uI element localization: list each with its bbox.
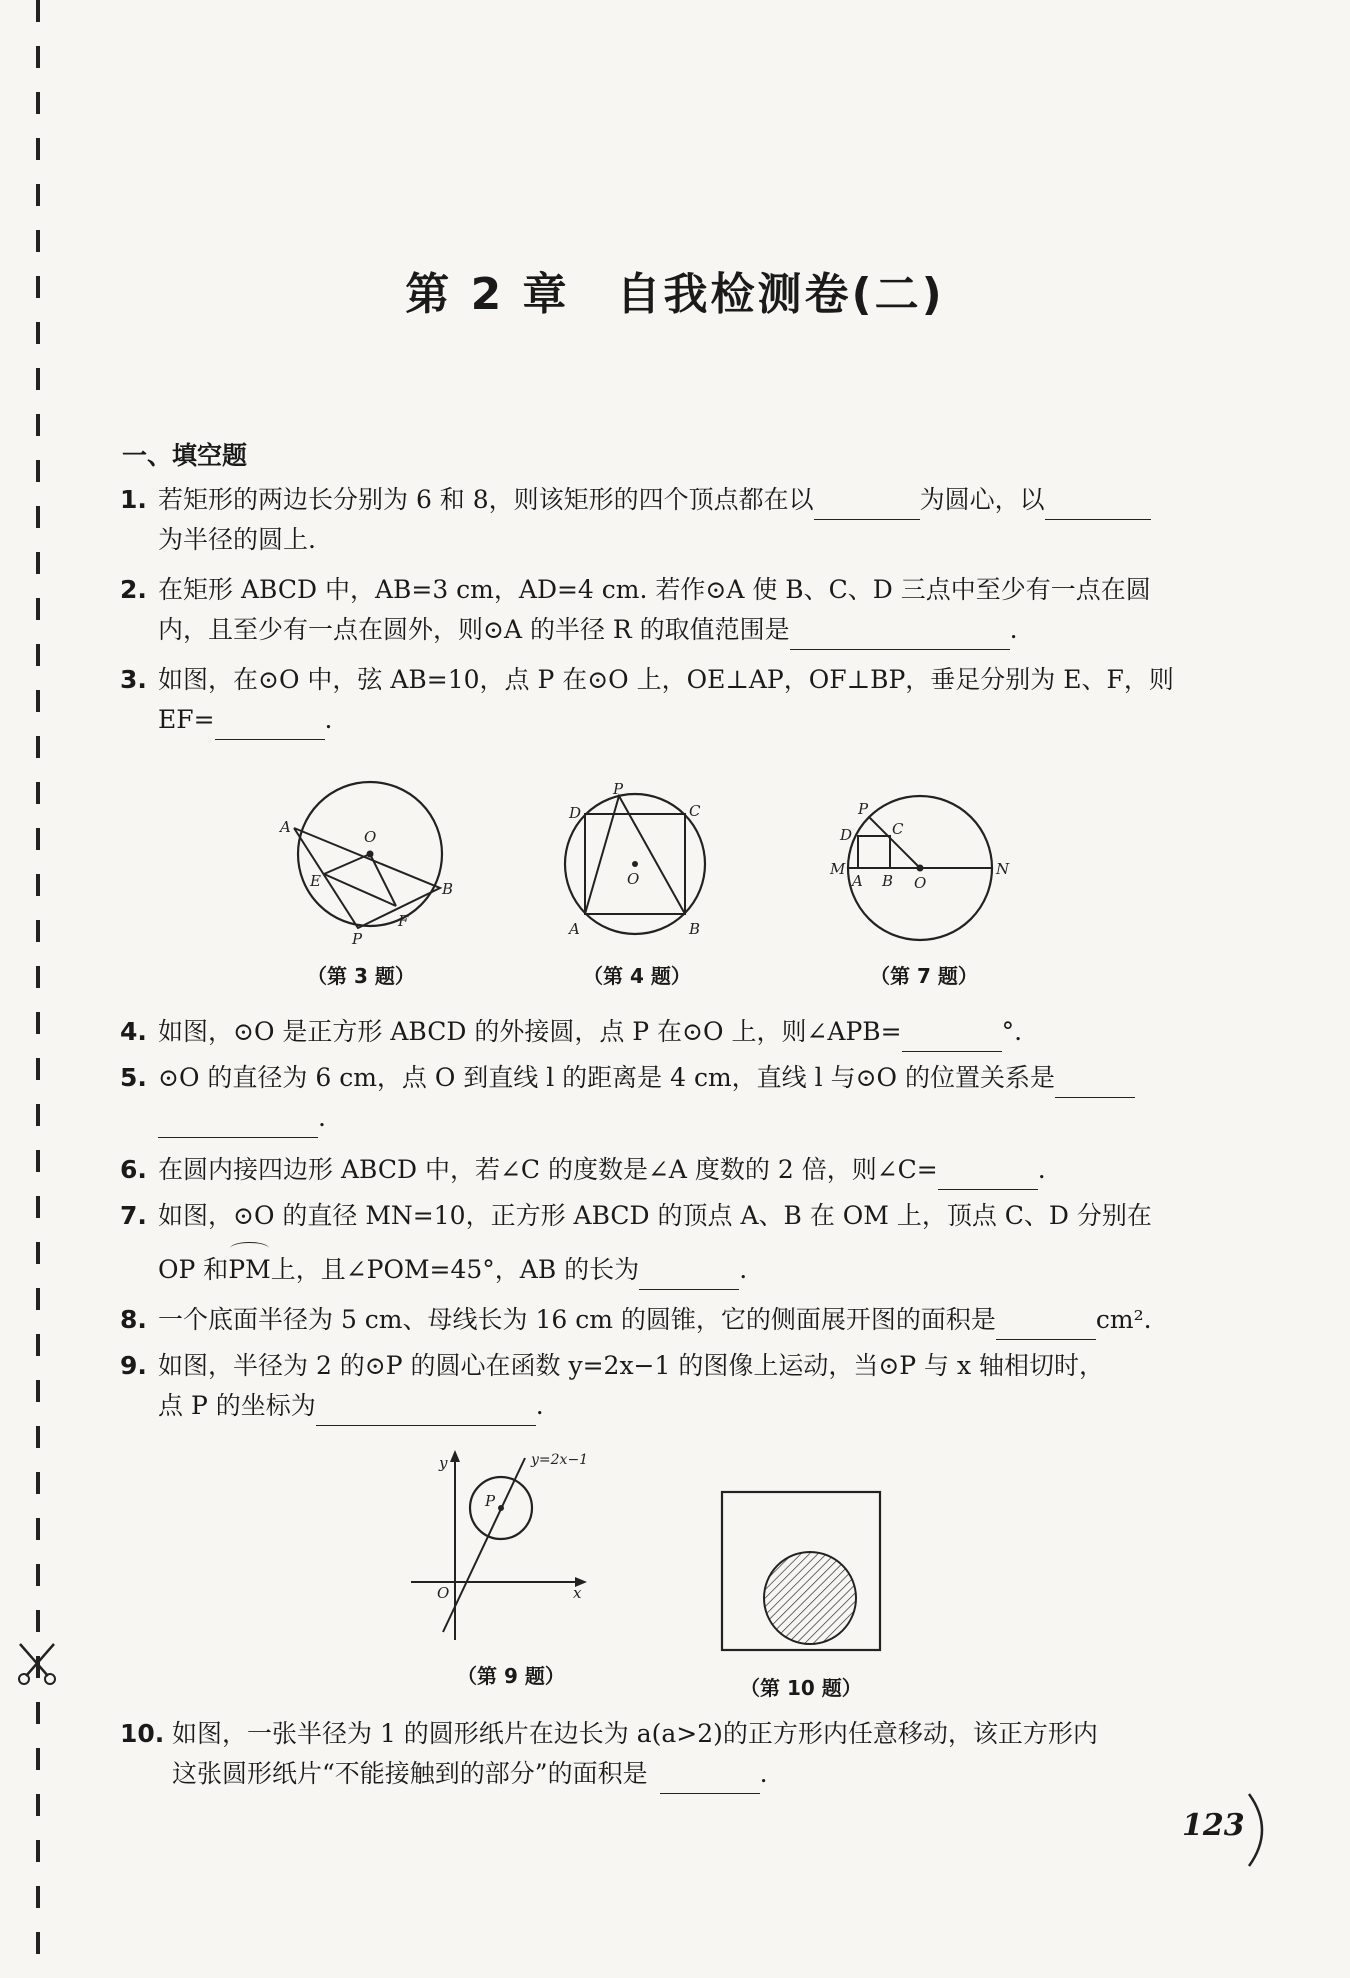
question-7: 7. 如图，⊙O 的直径 MN=10，正方形 ABCD 的顶点 A、B 在 OM 上，顶点 C、D 分别在 OP 和PM上，且∠POM=45°，AB 的长为 . — [120, 1196, 1180, 1290]
fig-label: C — [892, 820, 904, 838]
fig-label: F — [398, 912, 409, 930]
arc-pm: PM — [228, 1250, 270, 1290]
fig-label: A — [280, 818, 291, 836]
question-8: 8. 一个底面半径为 5 cm、母线长为 16 cm 的圆锥，它的侧面展开图的面积是 cm². — [120, 1300, 1180, 1340]
fig-label: O — [627, 870, 640, 888]
question-5: 5. ⊙O 的直径为 6 cm，点 O 到直线 l 的距离是 4 cm，直线 l 与⊙O 的位置关系是 . — [120, 1058, 1180, 1138]
question-number: 3. — [120, 665, 147, 694]
fig-label: A — [852, 872, 863, 890]
question-4: 4. 如图，⊙O 是正方形 ABCD 的外接圆，点 P 在⊙O 上，则∠APB= °. — [120, 1012, 1180, 1052]
fig-label: D — [569, 804, 582, 822]
answer-blank[interactable] — [158, 1107, 318, 1138]
question-6: 6. 在圆内接四边形 ABCD 中，若∠C 的度数是∠A 度数的 2 倍，则∠C= . — [120, 1150, 1180, 1190]
fig-label: M — [830, 860, 846, 878]
question-number: 7. — [120, 1201, 147, 1230]
fig-label: B — [689, 920, 701, 938]
fig-label: P — [352, 930, 363, 948]
fig-label: E — [310, 872, 321, 890]
question-number: 9. — [120, 1351, 147, 1380]
question-number: 6. — [120, 1155, 147, 1184]
fig-label: C — [689, 802, 701, 820]
answer-blank[interactable] — [814, 489, 920, 520]
figure-caption: （第 4 题） — [583, 964, 691, 988]
answer-blank[interactable] — [938, 1159, 1038, 1190]
page-bracket — [1245, 1790, 1275, 1874]
fig-label: O — [364, 828, 377, 846]
figure-caption: （第 3 题） — [307, 964, 415, 988]
question-1: 1. 若矩形的两边长分别为 6 和 8，则该矩形的四个顶点都在以 为圆心，以 为半径的圆上. — [120, 480, 1180, 560]
question-9: 9. 如图，半径为 2 的⊙P 的圆心在函数 y=2x−1 的图像上运动，当⊙P 与 x 轴相切时， 点 P 的坐标为 . — [120, 1346, 1180, 1426]
question-3: 3. 如图，在⊙O 中，弦 AB=10，点 P 在⊙O 上，OE⊥AP，OF⊥BP，垂足分别为 E、F，则 EF= . — [120, 660, 1180, 740]
fig-label: P — [858, 800, 869, 818]
fig-label: y — [439, 1454, 448, 1472]
question-2: 2. 在矩形 ABCD 中，AB=3 cm，AD=4 cm. 若作⊙A 使 B、C、D 三点中至少有一点在圆 内，且至少有一点在圆外，则⊙A 的半径 R 的取值范围是 . — [120, 570, 1180, 650]
question-number: 5. — [120, 1063, 147, 1092]
page-title: 第 2 章 自我检测卷(二) — [405, 269, 945, 320]
answer-blank[interactable] — [316, 1395, 536, 1426]
answer-blank[interactable] — [996, 1309, 1096, 1340]
fig-label: P — [485, 1492, 496, 1510]
question-number: 10. — [120, 1719, 165, 1748]
figure-4 — [555, 780, 715, 944]
fig-label: O — [437, 1584, 450, 1602]
fig-label: N — [996, 860, 1010, 878]
answer-blank[interactable] — [1055, 1067, 1135, 1098]
question-number: 1. — [120, 485, 147, 514]
fig-label: O — [914, 874, 927, 892]
figure-caption: （第 9 题） — [457, 1664, 565, 1688]
fig-label: D — [840, 826, 853, 844]
answer-blank[interactable] — [639, 1259, 739, 1290]
fig-label: A — [569, 920, 580, 938]
question-number: 8. — [120, 1305, 147, 1334]
figure-3 — [278, 770, 458, 954]
question-10: 10. 如图，一张半径为 1 的圆形纸片在边长为 a(a>2)的正方形内任意移动，该正方形内 这张圆形纸片“不能接触到的部分”的面积是 . — [120, 1714, 1180, 1794]
page-number: 123 — [1182, 1808, 1245, 1843]
answer-blank[interactable] — [215, 709, 325, 740]
scissors-icon — [14, 1640, 70, 1690]
figure-9 — [405, 1446, 605, 1650]
question-number: 2. — [120, 575, 147, 604]
answer-blank[interactable] — [660, 1763, 760, 1794]
fig-label: y=2x−1 — [531, 1452, 589, 1468]
fig-label: x — [573, 1584, 582, 1602]
figure-10 — [720, 1490, 884, 1658]
fig-label: B — [442, 880, 454, 898]
figure-7 — [820, 790, 1020, 954]
fig-label: B — [882, 872, 894, 890]
fig-label: P — [613, 780, 624, 798]
answer-blank[interactable] — [902, 1021, 1002, 1052]
question-number: 4. — [120, 1017, 147, 1046]
answer-blank[interactable] — [790, 619, 1010, 650]
figure-caption: （第 10 题） — [740, 1676, 862, 1700]
answer-blank[interactable] — [1045, 489, 1151, 520]
section-title: 一、填空题 — [122, 441, 248, 470]
figure-caption: （第 7 题） — [870, 964, 978, 988]
